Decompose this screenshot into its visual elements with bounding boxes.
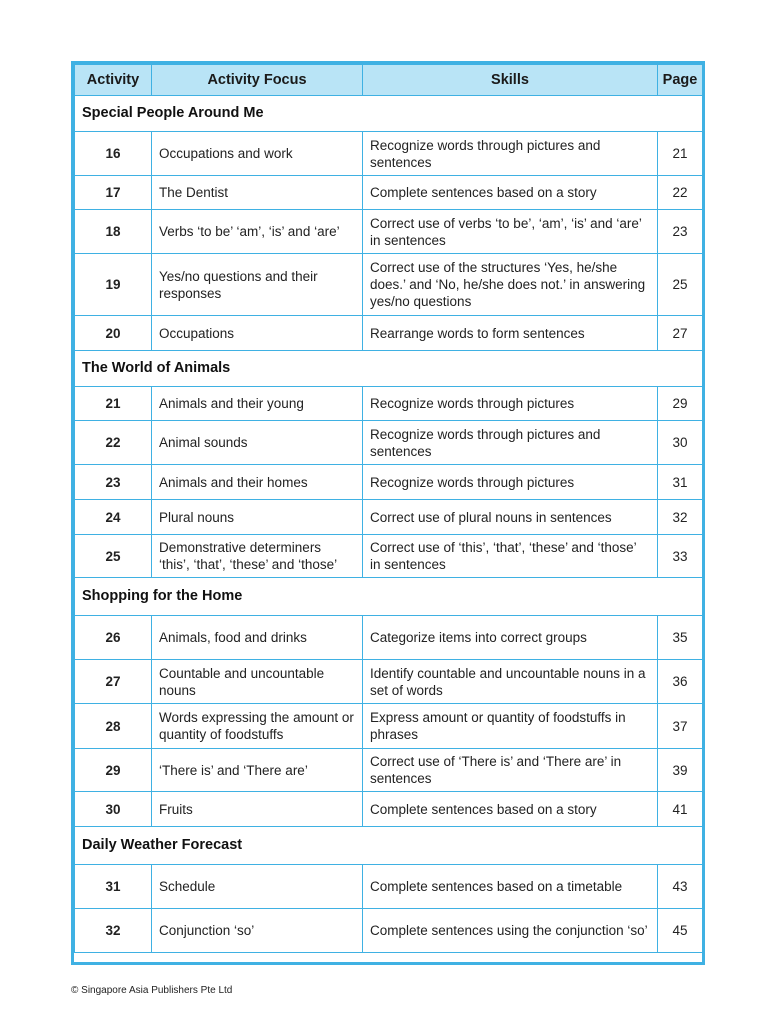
page-number: 41: [658, 792, 703, 827]
header-activity: Activity: [75, 65, 152, 96]
skills-cell: Recognize words through pictures and sentences: [363, 421, 658, 465]
skills-cell: Correct use of ‘this’, ‘that’, ‘these’ and ‘those’ in sentences: [363, 535, 658, 578]
skills-cell: Express amount or quantity of foodstuffs in phrases: [363, 704, 658, 749]
activity-number: 27: [75, 660, 152, 704]
activity-number: 19: [75, 254, 152, 316]
activity-number: 21: [75, 387, 152, 421]
table-row: [75, 749, 703, 792]
page-number: 43: [658, 865, 703, 909]
skills-cell: Categorize items into correct groups: [363, 616, 658, 660]
skills-cell: Correct use of ‘There is’ and ‘There are’ in sentences: [363, 749, 658, 792]
activity-focus: Schedule: [152, 865, 363, 909]
activity-focus: Yes/no questions and their responses: [152, 254, 363, 316]
section-title: Shopping for the Home: [75, 578, 703, 616]
table-row: [75, 421, 703, 465]
activity-number: 22: [75, 421, 152, 465]
activity-focus: Plural nouns: [152, 500, 363, 535]
table-row: [75, 316, 703, 351]
activity-number: 24: [75, 500, 152, 535]
activity-focus: The Dentist: [152, 176, 363, 210]
skills-cell: Rearrange words to form sentences: [363, 316, 658, 351]
activity-number: 32: [75, 909, 152, 953]
skills-cell: Correct use of verbs ‘to be’, ‘am’, ‘is’ and ‘are’ in sentences: [363, 210, 658, 254]
table-row: [75, 792, 703, 827]
page-number: 30: [658, 421, 703, 465]
activity-focus: Fruits: [152, 792, 363, 827]
section-title: Daily Weather Forecast: [75, 827, 703, 865]
skills-cell: Recognize words through pictures: [363, 465, 658, 500]
activity-focus: ‘There is’ and ‘There are’: [152, 749, 363, 792]
table-row: [75, 704, 703, 749]
table-row: [75, 865, 703, 909]
table-row: [75, 465, 703, 500]
contents-table: [74, 64, 703, 953]
page-number: 22: [658, 176, 703, 210]
page-number: 21: [658, 132, 703, 176]
skills-cell: Identify countable and uncountable nouns in a set of words: [363, 660, 658, 704]
activity-number: 16: [75, 132, 152, 176]
activity-number: 25: [75, 535, 152, 578]
page-number: 27: [658, 316, 703, 351]
header-page: Page: [658, 65, 703, 96]
skills-cell: Complete sentences based on a timetable: [363, 865, 658, 909]
skills-cell: Complete sentences using the conjunction ‘so’: [363, 909, 658, 953]
section-title: The World of Animals: [75, 351, 703, 387]
activity-focus: Animal sounds: [152, 421, 363, 465]
activity-focus: Words expressing the amount or quantity of foodstuffs: [152, 704, 363, 749]
skills-cell: Correct use of plural nouns in sentences: [363, 500, 658, 535]
page-number: 32: [658, 500, 703, 535]
table-header-row: [75, 65, 703, 96]
section-row: [75, 578, 703, 616]
section-row: [75, 96, 703, 132]
activity-focus: Occupations and work: [152, 132, 363, 176]
table-row: [75, 132, 703, 176]
skills-cell: Recognize words through pictures and sentences: [363, 132, 658, 176]
activity-focus: Occupations: [152, 316, 363, 351]
activity-number: 31: [75, 865, 152, 909]
section-row: [75, 827, 703, 865]
table-row: [75, 500, 703, 535]
activity-number: 23: [75, 465, 152, 500]
page-number: 25: [658, 254, 703, 316]
page-number: 35: [658, 616, 703, 660]
page-number: 39: [658, 749, 703, 792]
activity-focus: Conjunction ‘so’: [152, 909, 363, 953]
header-activity-focus: Activity Focus: [152, 65, 363, 96]
activity-focus: Countable and uncountable nouns: [152, 660, 363, 704]
section-row: [75, 351, 703, 387]
contents-table-frame: [71, 61, 705, 965]
page-number: 36: [658, 660, 703, 704]
copyright-footer: © Singapore Asia Publishers Pte Ltd: [71, 985, 233, 996]
activity-focus: Verbs ‘to be’ ‘am’, ‘is’ and ‘are’: [152, 210, 363, 254]
page-number: 23: [658, 210, 703, 254]
table-row: [75, 254, 703, 316]
activity-number: 30: [75, 792, 152, 827]
table-row: [75, 387, 703, 421]
activity-number: 17: [75, 176, 152, 210]
page-number: 31: [658, 465, 703, 500]
skills-cell: Correct use of the structures ‘Yes, he/she does.’ and ‘No, he/she does not.’ in answering yes/no questions: [363, 254, 658, 316]
activity-number: 26: [75, 616, 152, 660]
activity-number: 18: [75, 210, 152, 254]
activity-focus: Animals and their young: [152, 387, 363, 421]
table-row: [75, 210, 703, 254]
activity-focus: Animals, food and drinks: [152, 616, 363, 660]
table-row: [75, 660, 703, 704]
header-skills: Skills: [363, 65, 658, 96]
activity-number: 29: [75, 749, 152, 792]
table-row: [75, 909, 703, 953]
activity-number: 28: [75, 704, 152, 749]
skills-cell: Complete sentences based on a story: [363, 792, 658, 827]
page-number: 45: [658, 909, 703, 953]
table-row: [75, 616, 703, 660]
table-row: [75, 176, 703, 210]
activity-focus: Demonstrative determiners ‘this’, ‘that’, ‘these’ and ‘those’: [152, 535, 363, 578]
section-title: Special People Around Me: [75, 96, 703, 132]
page-number: 33: [658, 535, 703, 578]
table-row: [75, 535, 703, 578]
skills-cell: Complete sentences based on a story: [363, 176, 658, 210]
skills-cell: Recognize words through pictures: [363, 387, 658, 421]
activity-number: 20: [75, 316, 152, 351]
page-number: 29: [658, 387, 703, 421]
page-number: 37: [658, 704, 703, 749]
activity-focus: Animals and their homes: [152, 465, 363, 500]
